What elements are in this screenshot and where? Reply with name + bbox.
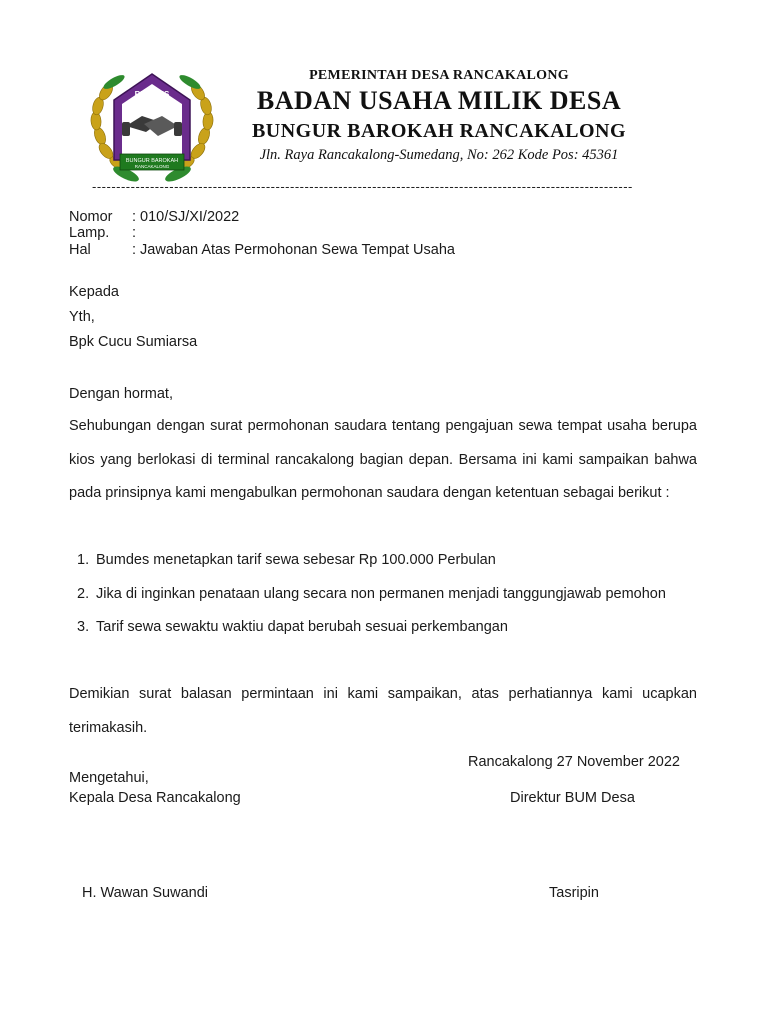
list-item-number: 3. <box>77 619 90 635</box>
svg-text:BUNGUR BAROKAH: BUNGUR BAROKAH <box>125 158 179 164</box>
svg-text:BUMDES: BUMDES <box>134 90 170 99</box>
bumdes-logo <box>86 66 218 188</box>
right-signer-title: Direktur BUM Desa <box>510 790 635 806</box>
list-item-text: Tarif sewa sewaktu waktiu dapat berubah sesuai perkembangan <box>96 619 508 635</box>
letterhead-divider: ---------------------------------------------------------------------------------------------------------------- <box>92 180 633 194</box>
body-paragraph: Sehubungan dengan surat permohonan saudara tentang pengajuan sewa tempat usaha berupa kios yang berlokasi di terminal rancakalong bagian depan. Bersama ini kami sampaikan bahwa pada prinsipnya kami mengabulkan permohonan saudara dengan ketentuan sebagai berikut : <box>69 418 697 501</box>
letterhead-government: PEMERINTAH DESA RANCAKALONG <box>309 68 569 83</box>
svg-text:RANCAKALONG: RANCAKALONG <box>134 164 170 169</box>
terms-list <box>69 544 697 645</box>
left-signer-name: H. Wawan Suwandi <box>82 885 208 901</box>
list-item-text: Bumdes menetapkan tarif sewa sebesar Rp 100.000 Perbulan <box>96 552 496 568</box>
letterhead-address: Jln. Raya Rancakalong-Sumedang, No: 262 Kode Pos: 45361 <box>259 147 619 163</box>
letterhead-subtitle: BUNGUR BAROKAH RANCAKALONG <box>251 120 627 142</box>
recipient-name: Bpk Cucu Sumiarsa <box>69 334 198 350</box>
list-item-number: 2. <box>77 585 90 602</box>
place-date: Rancakalong 27 November 2022 <box>468 754 680 770</box>
hal-label: Hal <box>69 242 91 258</box>
recipient-kepada: Kepada <box>69 284 119 300</box>
closing-paragraph: Demikian surat balasan permintaan ini kami sampaikan, atas perhatiannya kami ucapkan terimakasih. <box>69 686 697 736</box>
list-item <box>69 611 697 645</box>
letterhead-title: BADAN USAHA MILIK DESA <box>256 86 622 115</box>
list-item <box>69 578 697 612</box>
nomor-value: : 010/SJ/XI/2022 <box>132 209 240 225</box>
nomor-label: Nomor <box>69 209 113 225</box>
mengetahui-label: Mengetahui, <box>69 770 149 786</box>
list-item <box>69 544 697 578</box>
hal-value: : Jawaban Atas Permohonan Sewa Tempat Usaha <box>132 242 455 258</box>
greeting: Dengan hormat, <box>69 386 173 402</box>
recipient-yth: Yth, <box>69 309 95 325</box>
right-signer-name: Tasripin <box>549 885 599 901</box>
lampiran-value: : <box>132 225 137 241</box>
list-item-number: 1. <box>77 552 90 568</box>
left-signer-title: Kepala Desa Rancakalong <box>69 790 241 806</box>
lampiran-label: Lamp. <box>69 225 110 241</box>
list-item-text: Jika di inginkan penataan ulang secara non permanen menjadi tanggungjawab pemohon <box>96 585 666 602</box>
